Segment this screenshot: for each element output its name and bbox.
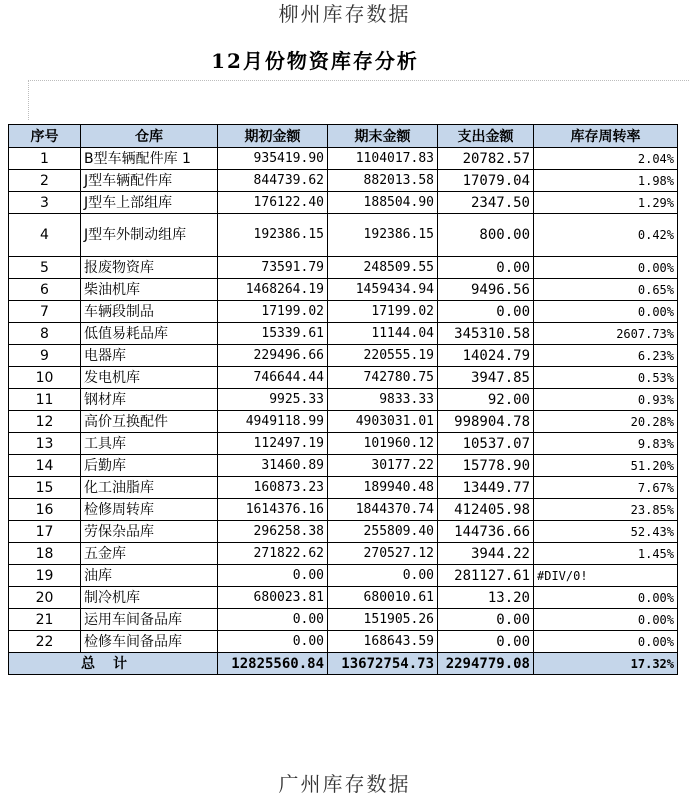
index-cell[interactable]: 13 xyxy=(9,433,81,455)
turnover-cell[interactable]: 0.93% xyxy=(534,389,678,411)
index-cell[interactable]: 4 xyxy=(9,214,81,257)
warehouse-cell[interactable]: 化工油脂库 xyxy=(81,477,218,499)
closing-cell[interactable]: 255809.40 xyxy=(328,521,438,543)
opening-cell[interactable]: 296258.38 xyxy=(218,521,328,543)
index-cell[interactable]: 17 xyxy=(9,521,81,543)
table-row xyxy=(9,192,678,214)
table-row xyxy=(9,301,678,323)
opening-cell[interactable]: 844739.62 xyxy=(218,170,328,192)
opening-cell[interactable]: 112497.19 xyxy=(218,433,328,455)
index-cell[interactable]: 9 xyxy=(9,345,81,367)
closing-cell[interactable]: 101960.12 xyxy=(328,433,438,455)
warehouse-cell[interactable]: J型车上部组库 xyxy=(81,192,218,214)
warehouse-cell[interactable]: 低值易耗品库 xyxy=(81,323,218,345)
table-row xyxy=(9,323,678,345)
table-row xyxy=(9,214,678,257)
total-expense-cell[interactable]: 2294779.08 xyxy=(438,653,534,675)
closing-cell[interactable]: 680010.61 xyxy=(328,587,438,609)
warehouse-cell[interactable]: 车辆段制品 xyxy=(81,301,218,323)
total-row xyxy=(9,653,678,675)
warehouse-cell[interactable]: 报废物资库 xyxy=(81,257,218,279)
closing-cell[interactable]: 192386.15 xyxy=(328,214,438,257)
opening-cell[interactable]: 1614376.16 xyxy=(218,499,328,521)
warehouse-cell[interactable]: 运用车间备品库 xyxy=(81,609,218,631)
index-cell[interactable]: 10 xyxy=(9,367,81,389)
table-row xyxy=(9,170,678,192)
warehouse-cell[interactable]: 工具库 xyxy=(81,433,218,455)
expense-cell[interactable]: 14024.79 xyxy=(438,345,534,367)
page-break-line xyxy=(28,80,689,81)
table-body xyxy=(9,148,678,653)
table-row xyxy=(9,587,678,609)
closing-cell[interactable]: 9833.33 xyxy=(328,389,438,411)
expense-cell[interactable]: 0.00 xyxy=(438,631,534,653)
closing-cell[interactable]: 4903031.01 xyxy=(328,411,438,433)
header-closing-amount[interactable]: 期末金额 xyxy=(328,125,438,148)
warehouse-cell[interactable]: 制冷机库 xyxy=(81,587,218,609)
warehouse-cell[interactable]: J型车外制动组库 xyxy=(81,214,218,257)
table-row xyxy=(9,411,678,433)
warehouse-cell[interactable]: J型车辆配件库 xyxy=(81,170,218,192)
closing-cell[interactable]: 11144.04 xyxy=(328,323,438,345)
opening-cell[interactable]: 0.00 xyxy=(218,565,328,587)
closing-cell[interactable]: 168643.59 xyxy=(328,631,438,653)
header-expense-amount[interactable]: 支出金额 xyxy=(438,125,534,148)
turnover-cell[interactable]: 0.00% xyxy=(534,301,678,323)
table-row xyxy=(9,521,678,543)
opening-cell[interactable]: 192386.15 xyxy=(218,214,328,257)
index-cell[interactable]: 20 xyxy=(9,587,81,609)
expense-cell[interactable]: 13449.77 xyxy=(438,477,534,499)
opening-cell[interactable]: 17199.02 xyxy=(218,301,328,323)
index-cell[interactable]: 12 xyxy=(9,411,81,433)
opening-cell[interactable]: 229496.66 xyxy=(218,345,328,367)
table-row xyxy=(9,148,678,170)
closing-cell[interactable]: 882013.58 xyxy=(328,170,438,192)
turnover-cell[interactable]: 52.43% xyxy=(534,521,678,543)
opening-cell[interactable]: 9925.33 xyxy=(218,389,328,411)
inventory-table xyxy=(8,124,678,675)
expense-cell[interactable]: 9496.56 xyxy=(438,279,534,301)
expense-cell[interactable]: 2347.50 xyxy=(438,192,534,214)
opening-cell[interactable]: 0.00 xyxy=(218,609,328,631)
turnover-cell[interactable]: 20.28% xyxy=(534,411,678,433)
page-header-title: 柳州库存数据 xyxy=(278,2,411,26)
warehouse-cell[interactable]: 油库 xyxy=(81,565,218,587)
closing-cell[interactable]: 1104017.83 xyxy=(328,148,438,170)
expense-cell[interactable]: 13.20 xyxy=(438,587,534,609)
warehouse-cell[interactable]: 检修周转库 xyxy=(81,499,218,521)
expense-cell[interactable]: 3947.85 xyxy=(438,367,534,389)
turnover-cell[interactable]: 1.29% xyxy=(534,192,678,214)
index-cell[interactable]: 18 xyxy=(9,543,81,565)
expense-cell[interactable]: 412405.98 xyxy=(438,499,534,521)
header-index[interactable]: 序号 xyxy=(9,125,81,148)
warehouse-cell[interactable]: 高价互换配件 xyxy=(81,411,218,433)
table-header-row xyxy=(9,125,678,148)
expense-cell[interactable]: 3944.22 xyxy=(438,543,534,565)
table-row xyxy=(9,345,678,367)
turnover-cell[interactable]: 0.00% xyxy=(534,609,678,631)
closing-cell[interactable]: 188504.90 xyxy=(328,192,438,214)
index-cell[interactable]: 7 xyxy=(9,301,81,323)
opening-cell[interactable]: 746644.44 xyxy=(218,367,328,389)
expense-cell[interactable]: 10537.07 xyxy=(438,433,534,455)
opening-cell[interactable]: 15339.61 xyxy=(218,323,328,345)
turnover-cell[interactable]: 0.00% xyxy=(534,631,678,653)
warehouse-cell[interactable]: 检修车间备品库 xyxy=(81,631,218,653)
index-cell[interactable]: 8 xyxy=(9,323,81,345)
warehouse-cell[interactable]: 柴油机库 xyxy=(81,279,218,301)
warehouse-cell[interactable]: 钢材库 xyxy=(81,389,218,411)
turnover-cell[interactable]: 23.85% xyxy=(534,499,678,521)
next-section-title: 广州库存数据 xyxy=(278,772,411,796)
turnover-cell[interactable]: #DIV/0! xyxy=(534,565,678,587)
index-cell[interactable]: 14 xyxy=(9,455,81,477)
expense-cell[interactable]: 0.00 xyxy=(438,257,534,279)
table-row xyxy=(9,389,678,411)
closing-cell[interactable]: 248509.55 xyxy=(328,257,438,279)
index-cell[interactable]: 19 xyxy=(9,565,81,587)
turnover-cell[interactable]: 0.42% xyxy=(534,214,678,257)
table-row xyxy=(9,499,678,521)
closing-cell[interactable]: 220555.19 xyxy=(328,345,438,367)
closing-cell[interactable]: 270527.12 xyxy=(328,543,438,565)
closing-cell[interactable]: 0.00 xyxy=(328,565,438,587)
expense-cell[interactable]: 20782.57 xyxy=(438,148,534,170)
opening-cell[interactable]: 271822.62 xyxy=(218,543,328,565)
opening-cell[interactable]: 73591.79 xyxy=(218,257,328,279)
opening-cell[interactable]: 160873.23 xyxy=(218,477,328,499)
expense-cell[interactable]: 144736.66 xyxy=(438,521,534,543)
header-warehouse[interactable]: 仓库 xyxy=(81,125,218,148)
turnover-cell[interactable]: 1.98% xyxy=(534,170,678,192)
opening-cell[interactable]: 935419.90 xyxy=(218,148,328,170)
opening-cell[interactable]: 680023.81 xyxy=(218,587,328,609)
closing-cell[interactable]: 1459434.94 xyxy=(328,279,438,301)
index-cell[interactable]: 5 xyxy=(9,257,81,279)
header-opening-amount[interactable]: 期初金额 xyxy=(218,125,328,148)
turnover-cell[interactable]: 51.20% xyxy=(534,455,678,477)
expense-cell[interactable]: 800.00 xyxy=(438,214,534,257)
turnover-cell[interactable]: 0.65% xyxy=(534,279,678,301)
index-cell[interactable]: 2 xyxy=(9,170,81,192)
header-turnover-rate[interactable]: 库存周转率 xyxy=(534,125,678,148)
opening-cell[interactable]: 4949118.99 xyxy=(218,411,328,433)
opening-cell[interactable]: 0.00 xyxy=(218,631,328,653)
table-row xyxy=(9,257,678,279)
page-margin-line xyxy=(28,80,29,120)
table-row xyxy=(9,433,678,455)
expense-cell[interactable]: 17079.04 xyxy=(438,170,534,192)
total-label[interactable]: 总计 xyxy=(9,653,218,675)
turnover-cell[interactable]: 6.23% xyxy=(534,345,678,367)
sheet-title: 12月份物资库存分析 xyxy=(211,49,419,73)
turnover-cell[interactable]: 7.67% xyxy=(534,477,678,499)
expense-cell[interactable]: 0.00 xyxy=(438,609,534,631)
warehouse-cell[interactable]: 劳保杂品库 xyxy=(81,521,218,543)
closing-cell[interactable]: 189940.48 xyxy=(328,477,438,499)
index-cell[interactable]: 1 xyxy=(9,148,81,170)
table-row xyxy=(9,543,678,565)
expense-cell[interactable]: 281127.61 xyxy=(438,565,534,587)
closing-cell[interactable]: 151905.26 xyxy=(328,609,438,631)
expense-cell[interactable]: 345310.58 xyxy=(438,323,534,345)
turnover-cell[interactable]: 9.83% xyxy=(534,433,678,455)
warehouse-cell[interactable]: 后勤库 xyxy=(81,455,218,477)
expense-cell[interactable]: 998904.78 xyxy=(438,411,534,433)
turnover-cell[interactable]: 0.00% xyxy=(534,587,678,609)
index-cell[interactable]: 15 xyxy=(9,477,81,499)
expense-cell[interactable]: 15778.90 xyxy=(438,455,534,477)
total-closing-cell[interactable]: 13672754.73 xyxy=(328,653,438,675)
index-cell[interactable]: 22 xyxy=(9,631,81,653)
table-row xyxy=(9,565,678,587)
total-turnover-cell[interactable]: 17.32% xyxy=(534,653,678,675)
table-row xyxy=(9,279,678,301)
closing-cell[interactable]: 17199.02 xyxy=(328,301,438,323)
expense-cell[interactable]: 0.00 xyxy=(438,301,534,323)
closing-cell[interactable]: 30177.22 xyxy=(328,455,438,477)
table-row xyxy=(9,367,678,389)
opening-cell[interactable]: 176122.40 xyxy=(218,192,328,214)
table-row xyxy=(9,455,678,477)
turnover-cell[interactable]: 0.00% xyxy=(534,257,678,279)
warehouse-cell[interactable]: 发电机库 xyxy=(81,367,218,389)
warehouse-cell[interactable]: 五金库 xyxy=(81,543,218,565)
opening-cell[interactable]: 31460.89 xyxy=(218,455,328,477)
turnover-cell[interactable]: 2.04% xyxy=(534,148,678,170)
table-row xyxy=(9,477,678,499)
turnover-cell[interactable]: 2607.73% xyxy=(534,323,678,345)
index-cell[interactable]: 6 xyxy=(9,279,81,301)
turnover-cell[interactable]: 1.45% xyxy=(534,543,678,565)
closing-cell[interactable]: 1844370.74 xyxy=(328,499,438,521)
warehouse-cell[interactable]: 电器库 xyxy=(81,345,218,367)
total-opening-cell[interactable]: 12825560.84 xyxy=(218,653,328,675)
index-cell[interactable]: 21 xyxy=(9,609,81,631)
index-cell[interactable]: 16 xyxy=(9,499,81,521)
closing-cell[interactable]: 742780.75 xyxy=(328,367,438,389)
turnover-cell[interactable]: 0.53% xyxy=(534,367,678,389)
index-cell[interactable]: 3 xyxy=(9,192,81,214)
expense-cell[interactable]: 92.00 xyxy=(438,389,534,411)
table-row xyxy=(9,609,678,631)
table-row xyxy=(9,631,678,653)
index-cell[interactable]: 11 xyxy=(9,389,81,411)
warehouse-cell[interactable]: B型车辆配件库 1 xyxy=(81,148,218,170)
opening-cell[interactable]: 1468264.19 xyxy=(218,279,328,301)
